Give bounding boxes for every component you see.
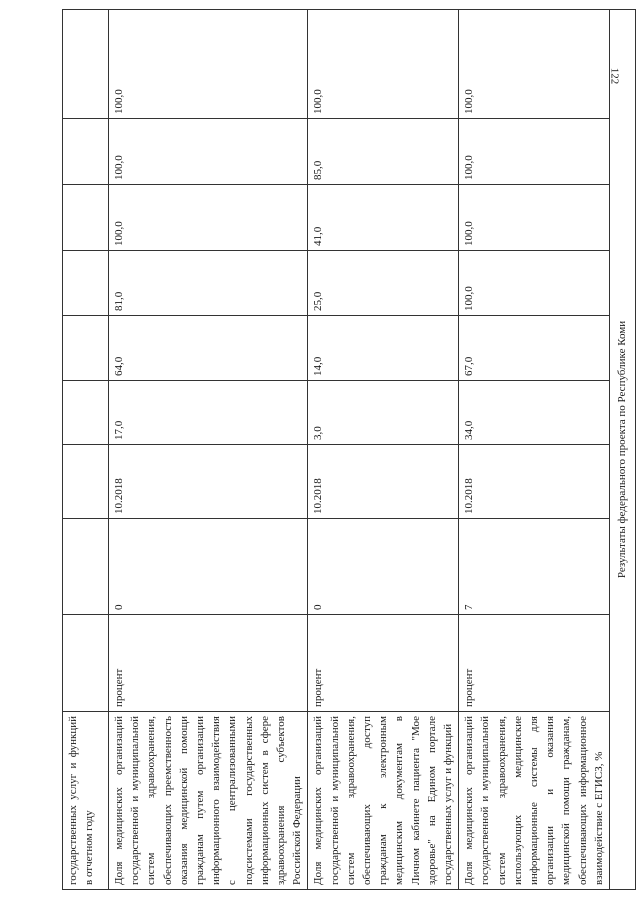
value-cell	[63, 381, 109, 445]
value-cell: 85,0	[308, 119, 459, 185]
base-value-cell	[63, 519, 109, 615]
value-cell: 100,0	[459, 251, 610, 316]
base-value-cell: 0	[308, 519, 459, 615]
base-date-cell	[63, 445, 109, 519]
value-cell: 81,0	[109, 251, 308, 316]
indicator-name: Доля медицинских организаций государственной и муниципальной систем здравоохранения, использующих медицинские информационные системы для организации и оказания медицинской помощи гражданам, обеспечивающих информационное взаимодействие с ЕГИСЗ, %	[459, 712, 610, 890]
value-cell: 14,0	[308, 316, 459, 381]
page-number: 122	[608, 67, 621, 85]
value-cell: 3,0	[308, 381, 459, 445]
unit-cell: процент	[459, 615, 610, 712]
value-cell: 25,0	[308, 251, 459, 316]
base-value-cell: 0	[109, 519, 308, 615]
indicator-table	[62, 9, 636, 890]
unit-cell: процент	[308, 615, 459, 712]
value-cell: 100,0	[109, 119, 308, 185]
value-cell: 100,0	[109, 10, 308, 119]
table-row	[109, 10, 308, 890]
value-cell	[63, 10, 109, 119]
indicator-name: государственных услуг и функций в отчетном году	[63, 712, 109, 890]
table-row	[63, 10, 109, 890]
value-cell: 17,0	[109, 381, 308, 445]
value-cell: 100,0	[459, 185, 610, 251]
base-date-cell: 10.2018	[109, 445, 308, 519]
base-date-cell: 10.2018	[459, 445, 610, 519]
value-cell: 41,0	[308, 185, 459, 251]
value-cell	[63, 185, 109, 251]
value-cell: 100,0	[459, 10, 610, 119]
value-cell	[63, 316, 109, 381]
base-date-cell: 10.2018	[308, 445, 459, 519]
value-cell: 100,0	[459, 119, 610, 185]
value-cell	[63, 119, 109, 185]
section-title: Результаты федерального проекта по Республике Коми	[610, 10, 636, 890]
value-cell: 64,0	[109, 316, 308, 381]
indicator-name: Доля медицинских организаций государственной и муниципальной систем здравоохранения, обеспечивающих преемственность оказания медицинской помощи гражданам путем организации информационного взаимодействия с централизованными подсистемами государственных информационных систем в сфере здравоохранения субъектов Российской Федерации	[109, 712, 308, 890]
indicator-name: Доля медицинских организаций государственной и муниципальной систем здравоохранения, обеспечивающих доступ гражданам к электронным медицинским документам в Личном кабинете пациента "Мое здоровье" на Едином портале государственных услуг и функций	[308, 712, 459, 890]
table-row	[308, 10, 459, 890]
table-row	[459, 10, 610, 890]
value-cell: 100,0	[308, 10, 459, 119]
unit-cell: процент	[109, 615, 308, 712]
unit-cell	[63, 615, 109, 712]
value-cell: 100,0	[109, 185, 308, 251]
section-title-row	[610, 10, 636, 890]
value-cell	[63, 251, 109, 316]
base-value-cell: 7	[459, 519, 610, 615]
value-cell: 34,0	[459, 381, 610, 445]
value-cell: 67,0	[459, 316, 610, 381]
